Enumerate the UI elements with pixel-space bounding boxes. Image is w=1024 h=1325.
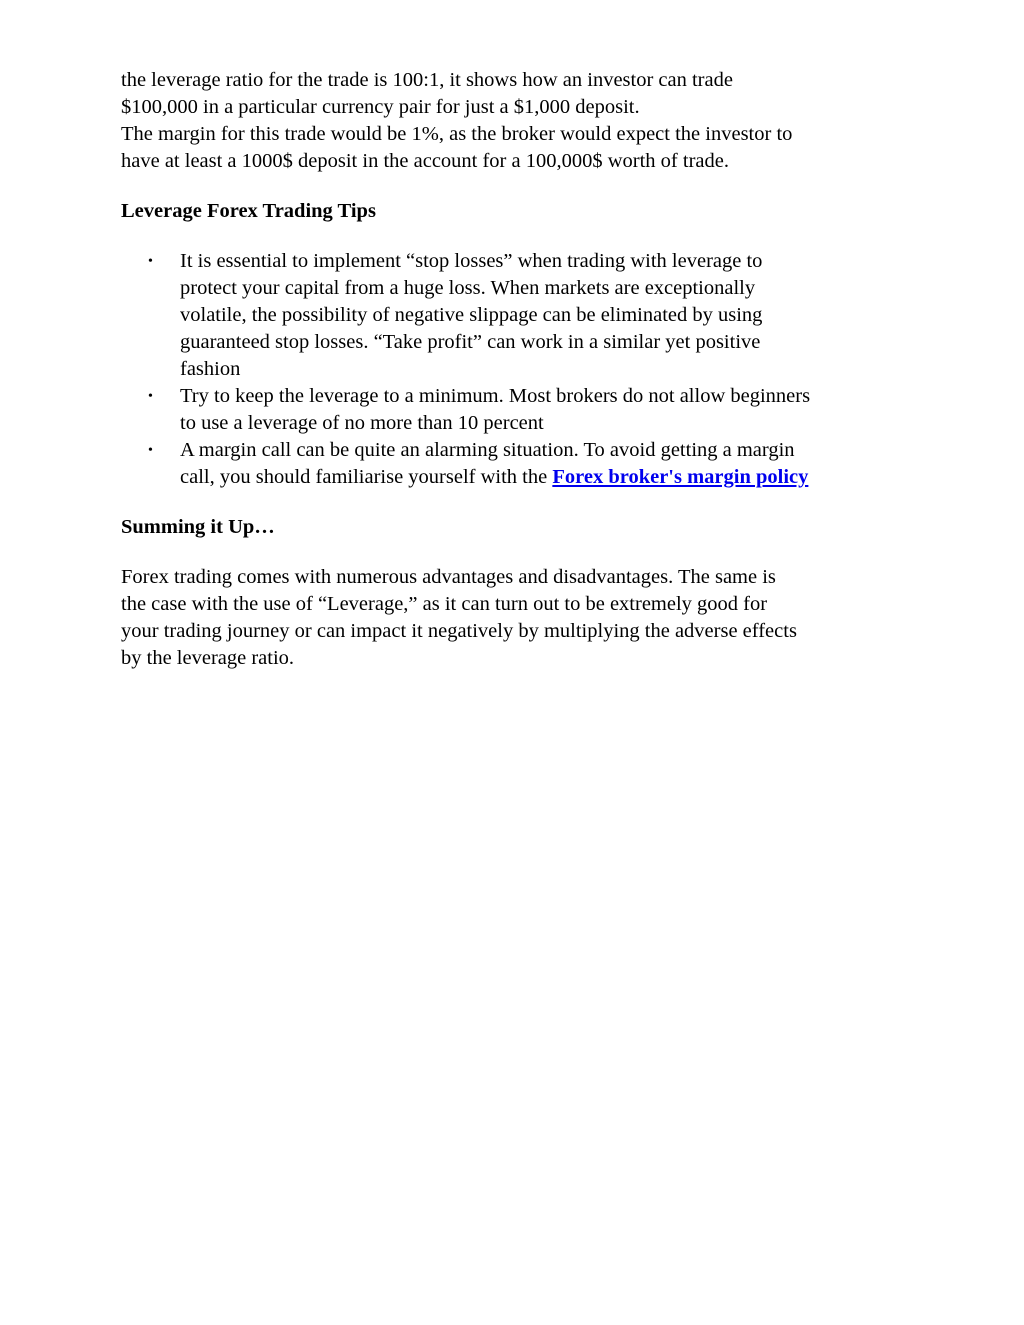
bullet-icon: • — [148, 443, 153, 458]
tip-line: fashion — [180, 358, 241, 380]
tip-line: Try to keep the leverage to a minimum. Most brokers do not allow beginners — [180, 385, 811, 407]
summary-paragraph — [121, 564, 921, 672]
tip-line: volatile, the possibility of negative slippage can be eliminated by using — [180, 304, 763, 326]
tip-line: protect your capital from a huge loss. When markets are exceptionally — [180, 277, 756, 299]
tips-heading: Leverage Forex Trading Tips — [121, 200, 376, 222]
tip-item — [121, 437, 921, 491]
tip-line: It is essential to implement “stop losses” when trading with leverage to — [180, 250, 763, 272]
summary-heading: Summing it Up… — [121, 516, 275, 538]
tip-item — [121, 248, 921, 383]
summary-line: by the leverage ratio. — [121, 647, 295, 669]
summary-line: your trading journey or can impact it negatively by multiplying the adverse effects — [121, 620, 797, 642]
tip-line-with-link — [180, 464, 921, 491]
margin-policy-link[interactable]: Forex broker's margin policy — [552, 466, 809, 488]
tip-line: to use a leverage of no more than 10 percent — [180, 412, 544, 434]
tip-line: A margin call can be quite an alarming situation. To avoid getting a margin — [180, 439, 795, 461]
tip-item — [121, 383, 921, 437]
document-page — [121, 67, 921, 672]
intro-line: have at least a 1000$ deposit in the account for a 100,000$ worth of trade. — [121, 150, 729, 172]
bullet-icon: • — [148, 254, 153, 269]
tip-line-prefix: call, you should familiarise yourself with the — [180, 466, 553, 488]
tips-list — [121, 248, 921, 491]
intro-line: $100,000 in a particular currency pair for just a $1,000 deposit. — [121, 96, 640, 118]
bullet-icon: • — [148, 389, 153, 404]
tip-line: guaranteed stop losses. “Take profit” can work in a similar yet positive — [180, 331, 761, 353]
intro-paragraph — [121, 67, 921, 175]
intro-line: the leverage ratio for the trade is 100:1, it shows how an investor can trade — [121, 69, 733, 91]
intro-line: The margin for this trade would be 1%, as the broker would expect the investor to — [121, 123, 793, 145]
summary-line: Forex trading comes with numerous advantages and disadvantages. The same is — [121, 566, 776, 588]
summary-line: the case with the use of “Leverage,” as it can turn out to be extremely good for — [121, 593, 768, 615]
